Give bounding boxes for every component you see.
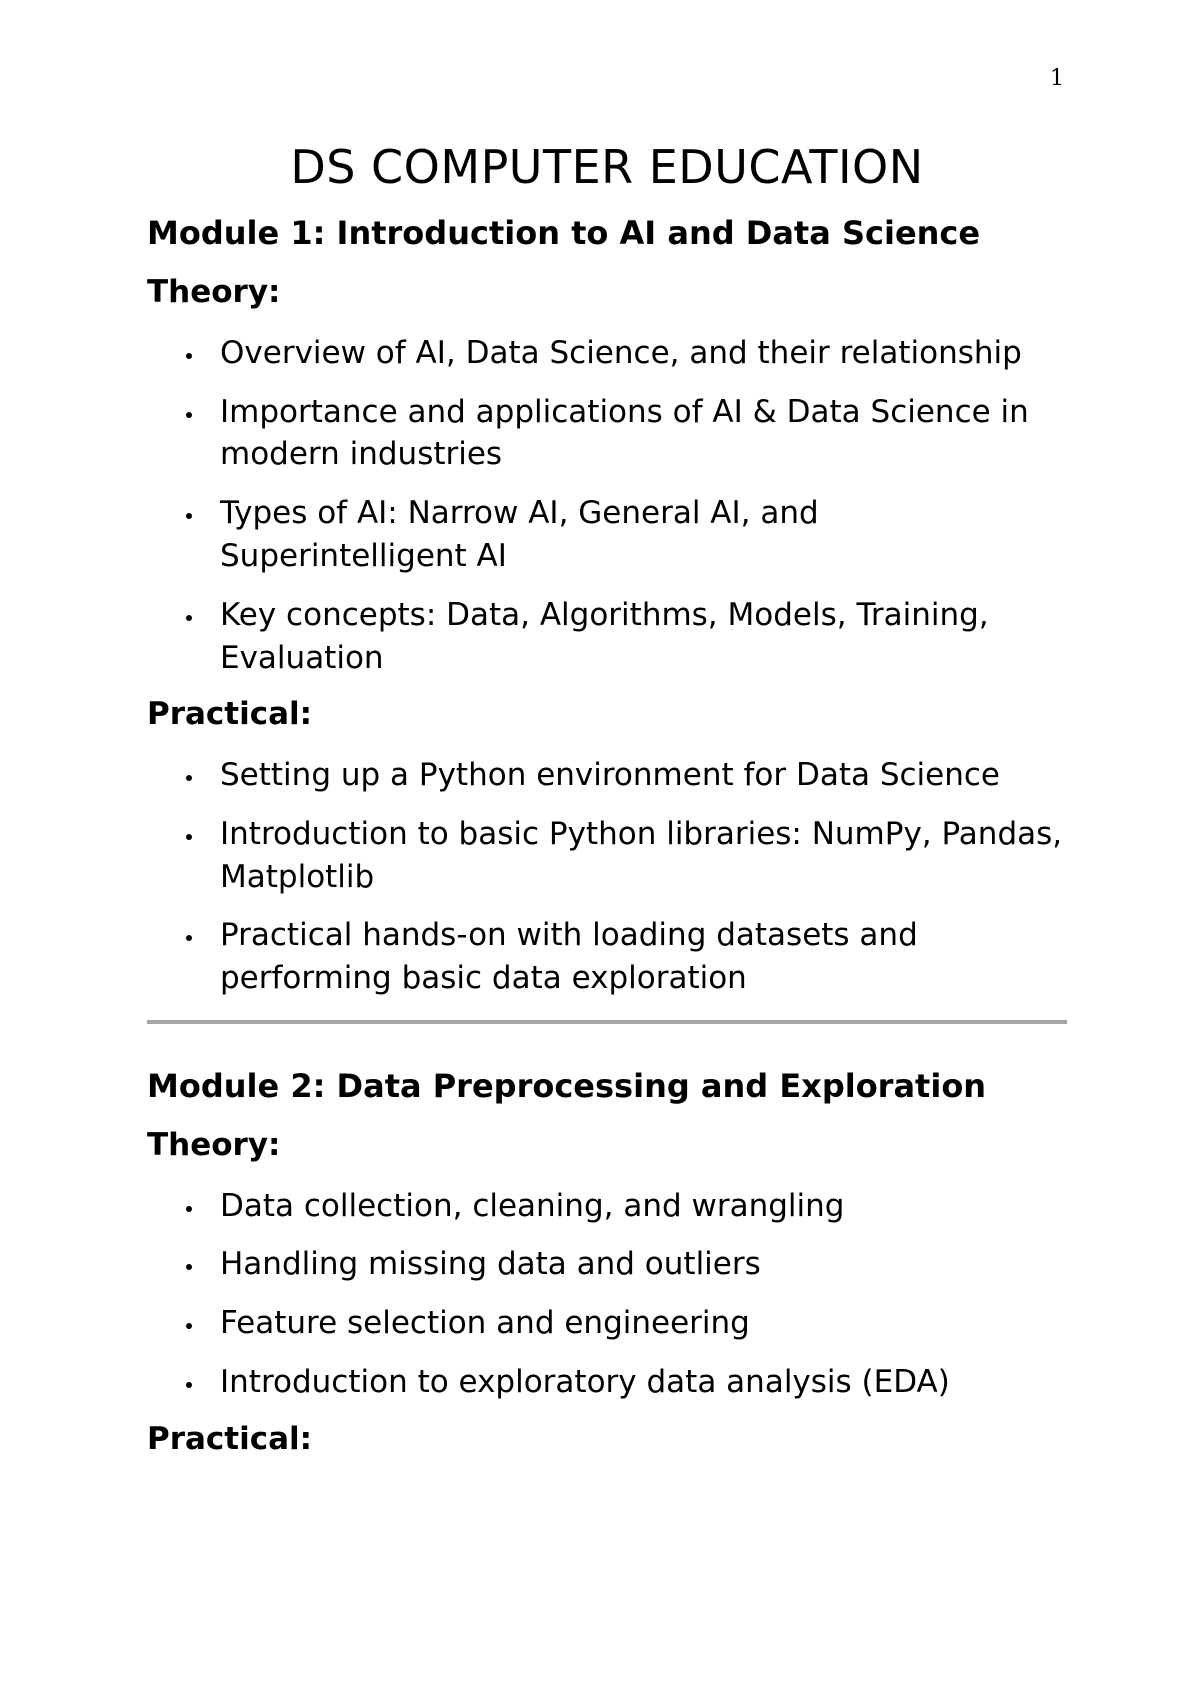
list-item: Key concepts: Data, Algorithms, Models, Training, Evaluation xyxy=(147,594,1067,680)
module-1-heading: Module 1: Introduction to AI and Data Science xyxy=(147,214,981,253)
module-1-practical-heading: Practical: xyxy=(147,696,313,733)
module-2 xyxy=(147,1066,1067,1459)
page-number: 1 xyxy=(1050,66,1064,91)
list-item: Feature selection and engineering xyxy=(147,1302,1067,1345)
module-1-theory-heading: Theory: xyxy=(147,274,281,311)
document-body xyxy=(147,140,1067,1478)
list-item: Introduction to basic Python libraries: NumPy, Pandas, Matplotlib xyxy=(147,813,1067,899)
list-item: Introduction to exploratory data analysis (EDA) xyxy=(147,1361,1067,1404)
module-1-practical-list xyxy=(147,754,1067,1000)
document-title: DS COMPUTER EDUCATION xyxy=(290,140,924,194)
module-2-practical-heading: Practical: xyxy=(147,1420,313,1457)
module-1 xyxy=(147,213,1067,1000)
list-item: Overview of AI, Data Science, and their relationship xyxy=(147,332,1067,375)
section-divider xyxy=(147,1020,1067,1024)
module-2-heading: Module 2: Data Preprocessing and Exploration xyxy=(147,1066,987,1105)
list-item: Types of AI: Narrow AI, General AI, and Superintelligent AI xyxy=(147,492,1067,578)
module-2-theory-list xyxy=(147,1185,1067,1404)
list-item: Importance and applications of AI & Data Science in modern industries xyxy=(147,391,1067,477)
list-item: Data collection, cleaning, and wrangling xyxy=(147,1185,1067,1228)
module-1-theory-list xyxy=(147,332,1067,679)
list-item: Handling missing data and outliers xyxy=(147,1243,1067,1286)
list-item: Setting up a Python environment for Data Science xyxy=(147,754,1067,797)
module-2-theory-heading: Theory: xyxy=(147,1126,281,1163)
list-item: Practical hands-on with loading datasets and performing basic data exploration xyxy=(147,914,1067,1000)
